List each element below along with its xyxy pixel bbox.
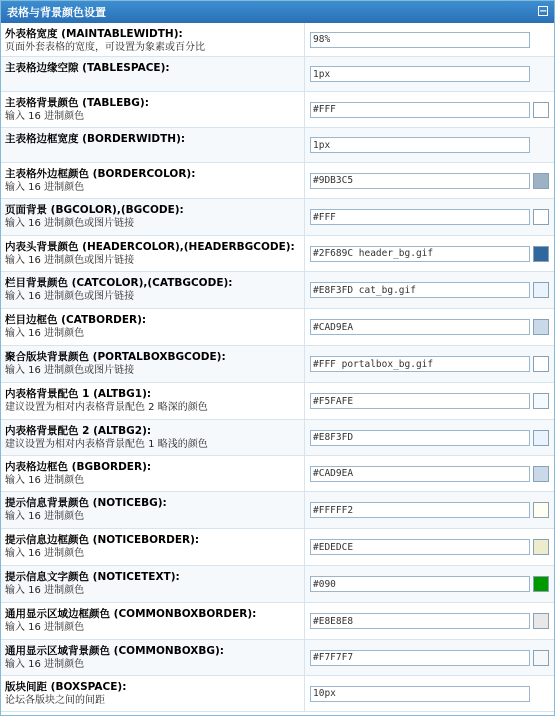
setting-description: 页面外套表格的宽度，可设置为象素或百分比 [5, 42, 205, 53]
setting-input[interactable] [310, 209, 530, 225]
setting-label-cell [1, 309, 305, 345]
setting-input[interactable] [310, 539, 530, 555]
color-swatch[interactable] [533, 539, 549, 555]
setting-input[interactable] [310, 430, 530, 446]
setting-label-cell [1, 92, 305, 127]
setting-input[interactable] [310, 66, 530, 82]
setting-description: 输入 16 进制颜色或图片链接 [5, 365, 135, 376]
setting-input[interactable] [310, 686, 530, 702]
setting-title: 聚合版块背景颜色 (PORTALBOXBGCODE): [5, 351, 226, 363]
setting-value-cell [305, 603, 554, 639]
setting-input[interactable] [310, 502, 530, 518]
setting-label-cell [1, 346, 305, 382]
setting-description: 输入 16 进制颜色 [5, 182, 85, 193]
setting-value-cell [305, 456, 554, 491]
color-swatch[interactable] [533, 502, 549, 518]
setting-description: 输入 16 进制颜色或图片链接 [5, 255, 135, 266]
settings-rows [1, 23, 554, 712]
setting-title: 版块间距 (BOXSPACE): [5, 681, 127, 693]
setting-title: 页面背景 (BGCOLOR),(BGCODE): [5, 204, 184, 216]
color-swatch[interactable] [533, 613, 549, 629]
setting-row [1, 92, 554, 128]
setting-value-cell [305, 676, 554, 711]
panel-title: 表格与背景颜色设置 [7, 6, 106, 19]
setting-value-cell [305, 236, 554, 271]
setting-title: 内表格背景配色 1 (ALTBG1): [5, 388, 152, 400]
setting-value-cell [305, 492, 554, 528]
setting-row [1, 383, 554, 420]
color-swatch[interactable] [533, 430, 549, 446]
collapse-toggle-icon[interactable]: − [539, 6, 548, 17]
setting-row [1, 529, 554, 566]
setting-row [1, 236, 554, 272]
setting-row [1, 492, 554, 529]
setting-value-cell [305, 640, 554, 675]
setting-title: 内表格背景配色 2 (ALTBG2): [5, 425, 152, 437]
setting-label-cell [1, 603, 305, 639]
setting-title: 提示信息文字颜色 (NOTICETEXT): [5, 571, 180, 583]
color-swatch[interactable] [533, 209, 549, 225]
setting-description: 论坛各版块之间的间距 [5, 695, 105, 706]
setting-title: 内表头背景颜色 (HEADERCOLOR),(HEADERBGCODE): [5, 241, 295, 253]
setting-input[interactable] [310, 650, 530, 666]
color-swatch[interactable] [533, 282, 549, 298]
color-swatch[interactable] [533, 173, 549, 189]
setting-row [1, 272, 554, 309]
color-swatch[interactable] [533, 650, 549, 666]
setting-input[interactable] [310, 576, 530, 592]
setting-row [1, 456, 554, 492]
setting-value-cell [305, 420, 554, 455]
setting-label-cell [1, 640, 305, 675]
setting-row [1, 309, 554, 346]
setting-input[interactable] [310, 356, 530, 372]
setting-label-cell [1, 199, 305, 235]
setting-label-cell [1, 529, 305, 565]
setting-title: 栏目背景颜色 (CATCOLOR),(CATBGCODE): [5, 277, 233, 289]
setting-value-cell [305, 529, 554, 565]
setting-label-cell [1, 456, 305, 491]
color-swatch[interactable] [533, 356, 549, 372]
setting-description: 输入 16 进制颜色 [5, 622, 85, 633]
setting-description: 输入 16 进制颜色 [5, 659, 85, 670]
setting-title: 主表格边缘空隙 (TABLESPACE): [5, 62, 170, 74]
setting-row [1, 566, 554, 603]
setting-description: 建议设置为相对内表格背景配色 2 略深的颜色 [5, 402, 208, 413]
setting-value-cell [305, 383, 554, 419]
setting-title: 主表格外边框颜色 (BORDERCOLOR): [5, 168, 196, 180]
setting-input[interactable] [310, 282, 530, 298]
setting-input[interactable] [310, 319, 530, 335]
color-swatch[interactable] [533, 319, 549, 335]
setting-value-cell [305, 346, 554, 382]
setting-input[interactable] [310, 173, 530, 189]
setting-value-cell [305, 199, 554, 235]
setting-row [1, 199, 554, 236]
setting-description: 输入 16 进制颜色 [5, 511, 85, 522]
setting-value-cell [305, 57, 554, 91]
setting-label-cell [1, 128, 305, 162]
setting-label-cell [1, 236, 305, 271]
setting-input[interactable] [310, 102, 530, 118]
setting-input[interactable] [310, 466, 530, 482]
setting-row [1, 676, 554, 712]
setting-title: 通用显示区域边框颜色 (COMMONBOXBORDER): [5, 608, 257, 620]
setting-value-cell [305, 92, 554, 127]
setting-title: 内表格边框色 (BGBORDER): [5, 461, 152, 473]
setting-title: 提示信息背景颜色 (NOTICEBG): [5, 497, 167, 509]
color-swatch[interactable] [533, 102, 549, 118]
setting-label-cell [1, 420, 305, 455]
color-swatch[interactable] [533, 393, 549, 409]
setting-row [1, 163, 554, 199]
setting-row [1, 420, 554, 456]
setting-title: 栏目边框色 (CATBORDER): [5, 314, 147, 326]
setting-description: 输入 16 进制颜色 [5, 328, 85, 339]
setting-description: 输入 16 进制颜色 [5, 111, 85, 122]
setting-row [1, 128, 554, 163]
setting-description: 输入 16 进制颜色 [5, 475, 85, 486]
color-swatch[interactable] [533, 576, 549, 592]
setting-label-cell [1, 492, 305, 528]
setting-value-cell [305, 566, 554, 602]
setting-row [1, 603, 554, 640]
setting-title: 提示信息边框颜色 (NOTICEBORDER): [5, 534, 200, 546]
setting-title: 主表格背景颜色 (TABLEBG): [5, 97, 149, 109]
setting-value-cell [305, 128, 554, 162]
setting-input[interactable] [310, 613, 530, 629]
setting-title: 外表格宽度 (MAINTABLEWIDTH): [5, 28, 183, 40]
setting-input[interactable] [310, 32, 530, 48]
setting-row [1, 346, 554, 383]
setting-label-cell [1, 163, 305, 198]
setting-row [1, 640, 554, 676]
setting-label-cell [1, 23, 305, 56]
setting-title: 通用显示区域背景颜色 (COMMONBOXBG): [5, 645, 224, 657]
setting-input[interactable] [310, 393, 530, 409]
panel-header [1, 1, 554, 23]
setting-description: 输入 16 进制颜色或图片链接 [5, 291, 135, 302]
setting-value-cell [305, 163, 554, 198]
setting-label-cell [1, 566, 305, 602]
setting-label-cell [1, 676, 305, 711]
setting-value-cell [305, 309, 554, 345]
setting-description: 输入 16 进制颜色 [5, 548, 85, 559]
setting-description: 输入 16 进制颜色 [5, 585, 85, 596]
setting-description: 输入 16 进制颜色或图片链接 [5, 218, 135, 229]
color-swatch[interactable] [533, 246, 549, 262]
setting-description: 建议设置为相对内表格背景配色 1 略浅的颜色 [5, 439, 208, 450]
setting-row [1, 23, 554, 57]
setting-title: 主表格边框宽度 (BORDERWIDTH): [5, 133, 186, 145]
setting-input[interactable] [310, 246, 530, 262]
setting-value-cell [305, 23, 554, 56]
color-swatch[interactable] [533, 466, 549, 482]
setting-row [1, 57, 554, 92]
setting-label-cell [1, 272, 305, 308]
setting-value-cell [305, 272, 554, 308]
setting-input[interactable] [310, 137, 530, 153]
setting-label-cell [1, 383, 305, 419]
setting-label-cell [1, 57, 305, 91]
